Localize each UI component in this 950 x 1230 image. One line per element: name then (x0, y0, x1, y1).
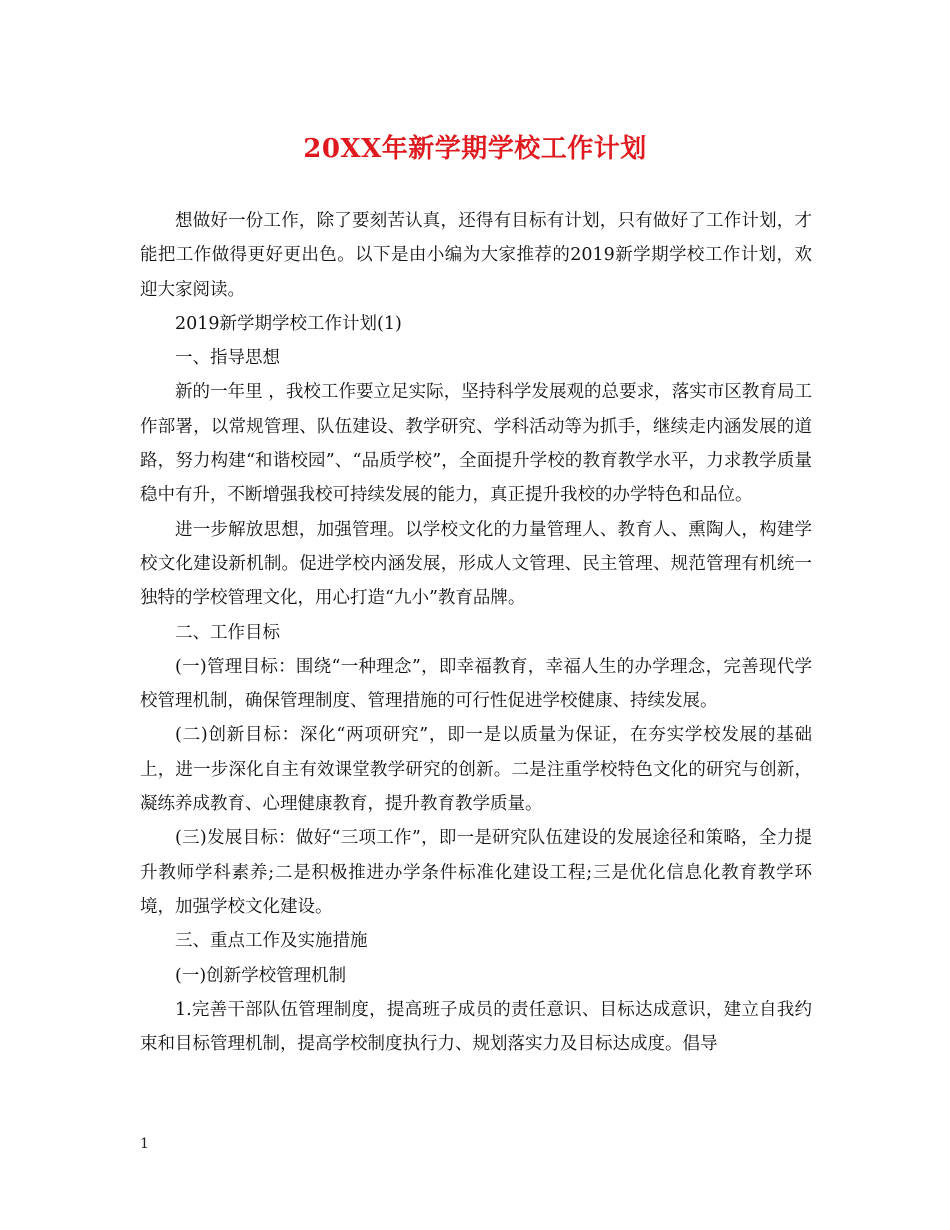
paragraph-goal-management: (一)管理目标：围绕“一种理念”，即幸福教育，幸福人生的办学理念，完善现代学校管理机制，确保管理制度、管理措施的可行性促进学校健康、持续发展。 (140, 656, 812, 712)
paragraph-item-1: 1.完善干部队伍管理制度，提高班子成员的责任意识、目标达成意识，建立自我约束和目标管理机制，提高学校制度执行力、规划落实力及目标达成度。倡导 (140, 999, 812, 1055)
subsection-heading-management-mechanism: (一)创新学校管理机制 (175, 965, 347, 986)
section-heading-guiding-ideology: 一、指导思想 (175, 348, 280, 369)
paragraph-goal-innovation: (二)创新目标：深化“两项研究”，即一是以质量为保证，在夯实学校发展的基础上，进一步深化自主有效课堂教学研究的创新。二是注重学校特色文化的研究与创新，凝练养成教育、心理健康教育，提升教育教学质量。 (140, 725, 812, 815)
document-body (140, 204, 812, 1061)
paragraph-guiding-ideology: 新的一年里 ，我校工作要立足实际，坚持科学发展观的总要求，落实市区教育局工作部署，以常规管理、队伍建设、教学研究、学科活动等为抓手，继续走内涵发展的道路，努力构建“和谐校园”、“品质学校”，全面提升学校的教育教学水平，力求教学质量稳中有升，不断增强我校可持续发展的能力，真正提升我校的办学特色和品位。 (140, 382, 812, 506)
document-title: 20XX年新学期学校工作计划 (303, 134, 647, 164)
page-number: 1 (140, 1136, 149, 1152)
paragraph-goal-development: (三)发展目标：做好“三项工作”，即一是研究队伍建设的发展途径和策略，全力提升教师学科素养;二是积极推进办学条件标准化建设工程;三是优化信息化教育教学环境，加强学校文化建设。 (140, 828, 812, 917)
paragraph-plan-heading: 2019新学期学校工作计划(1) (175, 313, 402, 334)
section-heading-key-work: 三、重点工作及实施措施 (175, 931, 368, 952)
section-heading-work-goals: 二、工作目标 (175, 622, 280, 643)
paragraph-management: 进一步解放思想，加强管理。以学校文化的力量管理人、教育人、熏陶人，构建学校文化建设新机制。促进学校内涵发展，形成人文管理、民主管理、规范管理有机统一独特的学校管理文化，用心打造“九小”教育品牌。 (140, 519, 812, 609)
paragraph-intro: 想做好一份工作，除了要刻苦认真，还得有目标有计划，只有做好了工作计划，才能把工作做得更好更出色。以下是由小编为大家推荐的2019新学期学校工作计划，欢迎大家阅读。 (140, 211, 812, 300)
